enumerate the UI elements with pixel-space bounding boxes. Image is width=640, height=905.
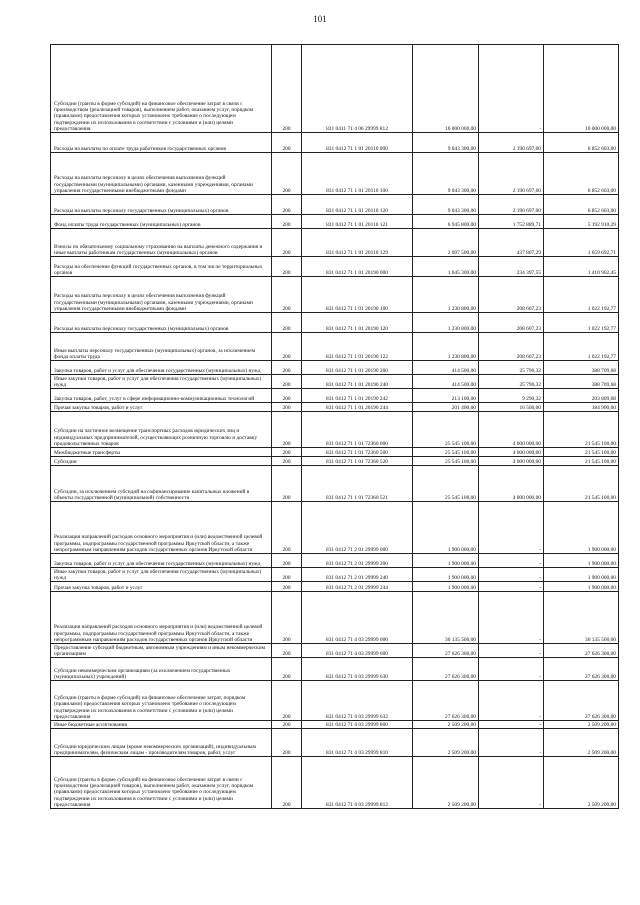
row-line-code: 200	[272, 229, 302, 257]
budget-execution-table	[50, 44, 619, 809]
table-row	[51, 257, 619, 277]
row-unexecuted-amount: 1 900 000,00	[544, 554, 619, 568]
row-line-code: 200	[272, 403, 302, 412]
row-unexecuted-amount: 203 809,68	[544, 389, 619, 403]
row-description: Субсидии (гранты в форме субсидий) на финансовое обеспечение затрат, порядком (правилами) предоставления которых установлено требование о последующем подтверждении их использования в соответствии с условиями и (или) целями предоставления	[51, 681, 272, 721]
row-approved-amount: 1 230 800,00	[413, 277, 479, 313]
row-unexecuted-amount: 21 545 100,00	[544, 412, 619, 448]
table-row	[51, 592, 619, 644]
row-approved-amount: 25 545 100,00	[413, 466, 479, 502]
row-executed-amount: -	[479, 568, 544, 582]
row-budget-classification-code: 831 0412 71 1 01 72360 000	[302, 412, 413, 448]
row-budget-classification-code: 831 0412 71 1 01 20190 240	[302, 375, 413, 389]
row-budget-classification-code: 831 0412 71 4 03 29999 632	[302, 681, 413, 721]
row-budget-classification-code: 831 0412 71 4 03 29999 812	[302, 757, 413, 809]
row-executed-amount: -	[479, 45, 544, 133]
table-row	[51, 403, 619, 412]
table-row	[51, 195, 619, 215]
row-approved-amount: 1 900 000,00	[413, 582, 479, 592]
row-approved-amount: 2 509 200,00	[413, 757, 479, 809]
row-executed-amount: 9 290,32	[479, 389, 544, 403]
row-line-code: 200	[272, 257, 302, 277]
row-budget-classification-code: 831 0412 71 2 01 29999 000	[302, 502, 413, 554]
table-row	[51, 681, 619, 721]
row-approved-amount: 27 626 300,00	[413, 644, 479, 658]
row-unexecuted-amount: 30 135 500,00	[544, 592, 619, 644]
row-approved-amount: 25 545 100,00	[413, 412, 479, 448]
row-executed-amount: 1 752 889,71	[479, 215, 544, 229]
table-row	[51, 502, 619, 554]
row-executed-amount: 2 190 697,00	[479, 133, 544, 153]
row-budget-classification-code: 831 0412 71 1 01 20190 244	[302, 403, 413, 412]
row-line-code: 200	[272, 592, 302, 644]
table-row	[51, 457, 619, 466]
row-description: Расходы на выплаты по оплате труда работников государственных органов	[51, 133, 272, 153]
row-unexecuted-amount: 1 900 000,00	[544, 582, 619, 592]
row-unexecuted-amount: 1 022 192,77	[544, 333, 619, 361]
table-row	[51, 554, 619, 568]
row-description: Расходы на выплаты персоналу в целях обеспечения выполнения функций государственными (муниципальными) органами, казенными учреждениями, органами управления государственными внебюджетными фондами	[51, 277, 272, 313]
row-unexecuted-amount: 1 022 192,77	[544, 277, 619, 313]
row-budget-classification-code: 831 0412 71 2 01 29999 240	[302, 568, 413, 582]
row-unexecuted-amount: 1 659 692,71	[544, 229, 619, 257]
row-executed-amount: -	[479, 644, 544, 658]
row-line-code: 200	[272, 466, 302, 502]
row-description: Предоставление субсидий бюджетным, автономным учреждениям и иным некоммерческим организациям	[51, 644, 272, 658]
row-description: Субсидии юридическим лицам (кроме некоммерческих организаций), индивидуальным предпринимателям, физическим лицам - производителям товаров, работ, услуг	[51, 729, 272, 757]
row-description: Взносы по обязательному социальному страхованию на выплаты денежного содержания и иные выплаты работникам государственных (муниципальных) органов	[51, 229, 272, 257]
table-row	[51, 658, 619, 681]
row-executed-amount: -	[479, 554, 544, 568]
row-approved-amount: 9 043 300,00	[413, 195, 479, 215]
row-executed-amount: -	[479, 502, 544, 554]
row-line-code: 200	[272, 389, 302, 403]
row-approved-amount: 1 900 000,00	[413, 568, 479, 582]
table-row	[51, 153, 619, 195]
row-executed-amount: 2 190 697,00	[479, 153, 544, 195]
row-description: Расходы на выплаты персоналу государственных (муниципальных) органов	[51, 313, 272, 333]
row-executed-amount: -	[479, 721, 544, 729]
row-budget-classification-code: 831 0412 71 1 01 72360 500	[302, 448, 413, 457]
row-line-code: 200	[272, 333, 302, 361]
row-line-code: 200	[272, 658, 302, 681]
row-unexecuted-amount: 6 852 603,00	[544, 153, 619, 195]
row-approved-amount: 25 545 100,00	[413, 457, 479, 466]
row-unexecuted-amount: 21 545 100,00	[544, 457, 619, 466]
row-line-code: 200	[272, 277, 302, 313]
row-line-code: 200	[272, 361, 302, 375]
table-row	[51, 721, 619, 729]
row-executed-amount: 234 397,55	[479, 257, 544, 277]
row-line-code: 200	[272, 582, 302, 592]
row-executed-amount: -	[479, 757, 544, 809]
row-budget-classification-code: 831 0412 71 1 01 20190 000	[302, 257, 413, 277]
table-row	[51, 412, 619, 448]
row-approved-amount: 2 097 500,00	[413, 229, 479, 257]
row-approved-amount: 414 500,00	[413, 375, 479, 389]
row-line-code: 200	[272, 375, 302, 389]
row-line-code: 200	[272, 721, 302, 729]
row-description: Межбюджетные трансферты	[51, 448, 272, 457]
row-budget-classification-code: 831 0411 71 4 06 29999 812	[302, 45, 413, 133]
table-row	[51, 644, 619, 658]
row-description: Субсидии (гранты в форме субсидий) на финансовое обеспечение затрат в связи с производством (реализацией товаров), выполнением работ, оказанием услуг, порядком (правилами) предоставления которых установлено требование о последующем подтверждении их использования в соответствии с условиями и (или) целями предоставления	[51, 757, 272, 809]
row-budget-classification-code: 831 0412 71 4 03 29999 600	[302, 644, 413, 658]
row-description: Реализация направлений расходов основного мероприятия и (или) ведомственной целевой программы, подпрограммы государственной программы Иркутской области, а также непрограммным направлениям расходов государственных органов Иркутской области	[51, 502, 272, 554]
row-description: Иные бюджетные ассигнования	[51, 721, 272, 729]
row-description: Иные выплаты персоналу государственных (муниципальных) органов, за исключением фонда оплаты труда	[51, 333, 272, 361]
table-row	[51, 229, 619, 257]
row-line-code: 200	[272, 568, 302, 582]
row-approved-amount: 414 500,00	[413, 361, 479, 375]
row-description: Закупка товаров, работ, услуг в сфере информационно-коммуникационных технологий	[51, 389, 272, 403]
row-approved-amount: 1 900 000,00	[413, 502, 479, 554]
row-line-code: 200	[272, 554, 302, 568]
row-executed-amount: -	[479, 681, 544, 721]
row-approved-amount: 201 400,00	[413, 403, 479, 412]
row-description: Расходы на выплаты персоналу государственных (муниципальных) органов	[51, 195, 272, 215]
row-description: Реализация направлений расходов основного мероприятия и (или) ведомственной целевой программы, подпрограммы государственной программы Иркутской области, а также непрограммным направлениям расходов государственных органов Иркутской области	[51, 592, 272, 644]
table-row	[51, 45, 619, 133]
row-unexecuted-amount: 6 852 603,00	[544, 133, 619, 153]
row-budget-classification-code: 831 0412 71 1 01 20110 129	[302, 229, 413, 257]
row-unexecuted-amount: 27 626 300,00	[544, 681, 619, 721]
row-approved-amount: 9 043 300,00	[413, 153, 479, 195]
row-budget-classification-code: 831 0412 71 1 01 72360 521	[302, 466, 413, 502]
row-approved-amount: 25 545 100,00	[413, 448, 479, 457]
row-line-code: 200	[272, 729, 302, 757]
row-executed-amount: -	[479, 582, 544, 592]
row-line-code: 200	[272, 215, 302, 229]
row-unexecuted-amount: 2 509 200,00	[544, 729, 619, 757]
row-description: Субсидии некоммерческим организациям (за исключением государственных (муниципальных) учреждений)	[51, 658, 272, 681]
row-line-code: 200	[272, 757, 302, 809]
row-description: Фонд оплаты труда государственных (муниципальных) органов	[51, 215, 272, 229]
row-line-code: 200	[272, 457, 302, 466]
row-approved-amount: 30 135 500,00	[413, 592, 479, 644]
row-approved-amount: 2 509 200,00	[413, 729, 479, 757]
row-budget-classification-code: 831 0412 71 1 01 20110 121	[302, 215, 413, 229]
page-number: 101	[313, 14, 327, 24]
table-row	[51, 313, 619, 333]
table-row	[51, 466, 619, 502]
row-executed-amount: -	[479, 592, 544, 644]
row-budget-classification-code: 831 0412 71 1 01 72360 520	[302, 457, 413, 466]
row-line-code: 200	[272, 153, 302, 195]
row-unexecuted-amount: 2 509 200,00	[544, 721, 619, 729]
row-executed-amount: 16 500,00	[479, 403, 544, 412]
table-row	[51, 582, 619, 592]
row-executed-amount: 437 807,29	[479, 229, 544, 257]
row-line-code: 200	[272, 412, 302, 448]
row-budget-classification-code: 831 0412 71 4 03 29999 000	[302, 592, 413, 644]
row-budget-classification-code: 831 0412 71 1 01 20190 122	[302, 333, 413, 361]
row-executed-amount: 208 607,23	[479, 333, 544, 361]
row-approved-amount: 1 645 300,00	[413, 257, 479, 277]
row-unexecuted-amount: 1 900 000,00	[544, 502, 619, 554]
row-executed-amount: 4 000 000,00	[479, 448, 544, 457]
row-executed-amount: -	[479, 658, 544, 681]
row-line-code: 200	[272, 448, 302, 457]
row-executed-amount: 4 000 000,00	[479, 466, 544, 502]
row-unexecuted-amount: 2 509 200,00	[544, 757, 619, 809]
table-row	[51, 757, 619, 809]
row-budget-classification-code: 831 0412 71 1 01 20190 200	[302, 361, 413, 375]
table-row	[51, 389, 619, 403]
row-executed-amount: 208 607,23	[479, 313, 544, 333]
row-unexecuted-amount: 184 900,00	[544, 403, 619, 412]
row-description: Иные закупки товаров, работ и услуг для обеспечения государственных (муниципальных) нужд	[51, 568, 272, 582]
row-budget-classification-code: 831 0412 71 4 03 29999 800	[302, 721, 413, 729]
row-description: Закупка товаров, работ и услуг для обеспечения государственных (муниципальных) нужд	[51, 361, 272, 375]
row-approved-amount: 9 043 300,00	[413, 133, 479, 153]
row-approved-amount: 6 945 800,00	[413, 215, 479, 229]
row-approved-amount: 1 230 800,00	[413, 333, 479, 361]
row-description: Закупка товаров, работ и услуг для обеспечения государственных (муниципальных) нужд	[51, 554, 272, 568]
row-line-code: 200	[272, 681, 302, 721]
row-executed-amount: -	[479, 729, 544, 757]
row-unexecuted-amount: 10 000 000,00	[544, 45, 619, 133]
row-budget-classification-code: 831 0412 71 1 01 20110 120	[302, 195, 413, 215]
row-executed-amount: 208 607,23	[479, 277, 544, 313]
row-executed-amount: 4 000 000,00	[479, 412, 544, 448]
row-description: Иные закупки товаров, работ и услуг для обеспечения государственных (муниципальных) нужд	[51, 375, 272, 389]
table-body	[51, 45, 619, 809]
row-executed-amount: 2 190 697,00	[479, 195, 544, 215]
row-approved-amount: 27 626 300,00	[413, 658, 479, 681]
row-unexecuted-amount: 27 626 300,00	[544, 658, 619, 681]
table-row	[51, 375, 619, 389]
row-approved-amount: 213 100,00	[413, 389, 479, 403]
row-unexecuted-amount: 21 545 100,00	[544, 466, 619, 502]
row-unexecuted-amount: 388 709,68	[544, 361, 619, 375]
row-budget-classification-code: 831 0412 71 4 03 29999 630	[302, 658, 413, 681]
row-approved-amount: 1 900 000,00	[413, 554, 479, 568]
row-unexecuted-amount: 5 192 910,29	[544, 215, 619, 229]
row-description: Прочая закупка товаров, работ и услуг	[51, 403, 272, 412]
row-line-code: 200	[272, 502, 302, 554]
row-budget-classification-code: 831 0412 71 1 01 20110 100	[302, 153, 413, 195]
row-approved-amount: 1 230 800,00	[413, 313, 479, 333]
table-row	[51, 361, 619, 375]
row-executed-amount: 25 790,32	[479, 375, 544, 389]
row-line-code: 200	[272, 133, 302, 153]
row-unexecuted-amount: 1 410 902,45	[544, 257, 619, 277]
row-budget-classification-code: 831 0412 71 1 01 20190 120	[302, 313, 413, 333]
row-budget-classification-code: 831 0412 71 1 01 20190 100	[302, 277, 413, 313]
row-unexecuted-amount: 21 545 100,00	[544, 448, 619, 457]
row-executed-amount: 25 790,32	[479, 361, 544, 375]
row-unexecuted-amount: 388 709,68	[544, 375, 619, 389]
row-approved-amount: 10 000 000,00	[413, 45, 479, 133]
row-unexecuted-amount: 1 022 192,77	[544, 313, 619, 333]
row-line-code: 200	[272, 644, 302, 658]
row-budget-classification-code: 831 0412 71 2 01 29999 200	[302, 554, 413, 568]
row-line-code: 200	[272, 45, 302, 133]
row-budget-classification-code: 831 0412 71 4 03 29999 810	[302, 729, 413, 757]
row-description: Расходы на обеспечение функций государственных органов, в том числе территориальных органов	[51, 257, 272, 277]
row-description: Субсидии	[51, 457, 272, 466]
row-executed-amount: 4 000 000,00	[479, 457, 544, 466]
table-row	[51, 215, 619, 229]
table-row	[51, 133, 619, 153]
row-budget-classification-code: 831 0412 71 1 01 20190 242	[302, 389, 413, 403]
row-budget-classification-code: 831 0412 71 1 01 20110 000	[302, 133, 413, 153]
row-line-code: 200	[272, 195, 302, 215]
row-line-code: 200	[272, 313, 302, 333]
row-unexecuted-amount: 6 852 603,00	[544, 195, 619, 215]
table-row	[51, 568, 619, 582]
table-row	[51, 729, 619, 757]
row-budget-classification-code: 831 0412 71 2 01 29999 244	[302, 582, 413, 592]
row-approved-amount: 27 626 300,00	[413, 681, 479, 721]
row-description: Субсидии (гранты в форме субсидий) на финансовое обеспечение затрат в связи с производством (реализацией товаров), выполнением работ, оказанием услуг, порядком (правилами) предоставления которых установлено требование о последующем подтверждении их использования в соответствии с условиями и (или) целями предоставления	[51, 45, 272, 133]
row-description: Субсидии на частичное возмещение транспортных расходов юридических лиц и индивидуальных предпринимателей, осуществляющих розничную торговлю и доставку продовольственных товаров	[51, 412, 272, 448]
row-description: Прочая закупка товаров, работ и услуг	[51, 582, 272, 592]
row-approved-amount: 2 509 200,00	[413, 721, 479, 729]
row-unexecuted-amount: 27 626 300,00	[544, 644, 619, 658]
row-description: Субсидии, за исключением субсидий на софинансирование капитальных вложений в объекты государственной (муниципальной) собственности	[51, 466, 272, 502]
table-row	[51, 448, 619, 457]
row-description: Расходы на выплаты персоналу в целях обеспечения выполнения функций государственными (муниципальными) органами, казенными учреждениями, органами управления государственными внебюджетными фондами	[51, 153, 272, 195]
table-row	[51, 333, 619, 361]
row-unexecuted-amount: 1 900 000,00	[544, 568, 619, 582]
table-row	[51, 277, 619, 313]
